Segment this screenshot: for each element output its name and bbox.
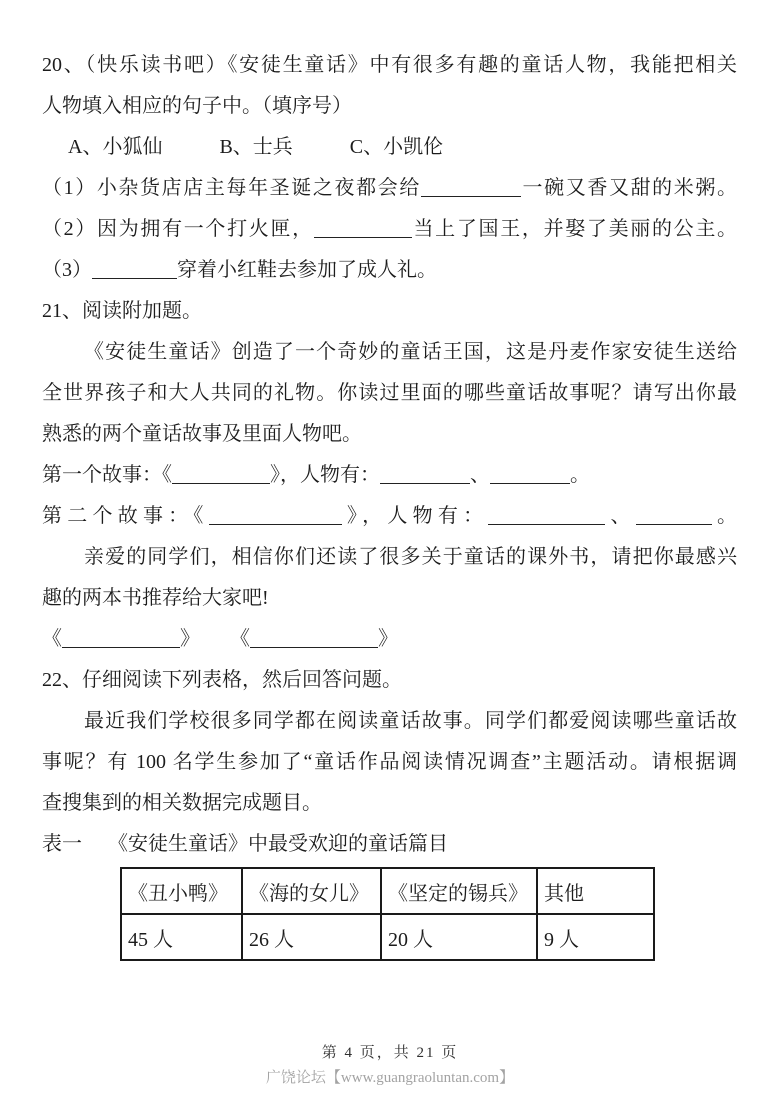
book2-close-bracket: 》 xyxy=(378,628,398,650)
q21-story1-label: 第一个故事：《 xyxy=(42,464,172,486)
book1-open-bracket: 《 xyxy=(42,628,62,650)
q20-option-c: C、小凯伦 xyxy=(349,136,444,158)
q21-recommend-books xyxy=(42,619,737,660)
q21-story1-sep: 、 xyxy=(470,464,490,486)
answer-blank xyxy=(490,465,570,484)
q21-story-2 xyxy=(42,496,737,537)
q20-item-1-post: 一碗又香又甜的米粥。 xyxy=(520,177,738,199)
table-caption-title: 《安徒生童话》中最受欢迎的童话篇目 xyxy=(108,833,448,855)
q21-story2-label: 第二个故事：《 xyxy=(42,505,209,527)
q20-stem-line-1: 20、（快乐读书吧）《安徒生童话》中有很多有趣的童话人物，我能把相关 xyxy=(42,54,737,76)
table-header-cell: 《海的女儿》 xyxy=(242,868,381,914)
q21-story1-mid: 》，人物有： xyxy=(270,464,380,486)
q21-invite-line-2: 趣的两本书推荐给大家吧! xyxy=(42,587,269,609)
table-header-cell: 《丑小鸭》 xyxy=(121,868,242,914)
q21-story1-end: 。 xyxy=(570,464,590,486)
q20-item-2-post: 当上了国王，并娶了美丽的公主。 xyxy=(411,218,738,240)
book1-close-bracket: 》 xyxy=(180,628,200,650)
answer-blank xyxy=(62,629,180,648)
worksheet-content xyxy=(42,45,737,961)
table-value-cell: 45 人 xyxy=(121,914,242,960)
q22-heading: 22、仔细阅读下列表格，然后回答问题。 xyxy=(42,669,402,691)
q20-item-2-pre: （2）因为拥有一个打火匣， xyxy=(42,218,314,240)
answer-blank xyxy=(92,260,177,279)
table-value-cell: 26 人 xyxy=(242,914,381,960)
survey-table-value-row xyxy=(121,914,654,960)
q20-item-1-pre: （1）小杂货店店主每年圣诞之夜都会给 xyxy=(42,177,421,199)
q20-stem-line-2: 人物填入相应的句子中。（填序号） xyxy=(42,95,352,117)
q20-item-3-pre: （3） xyxy=(42,259,92,281)
table-header-cell: 《坚定的锡兵》 xyxy=(381,868,537,914)
table-header-cell: 其他 xyxy=(537,868,654,914)
q20-option-b: B、士兵 xyxy=(219,136,293,158)
answer-blank xyxy=(636,506,712,525)
q20-item-1 xyxy=(42,168,737,209)
q22-intro-line-1: 最近我们学校很多同学都在阅读童话故事。同学们都爱阅读哪些童话故 xyxy=(84,710,737,732)
page-number: 第 4 页，共 21 页 xyxy=(321,1045,459,1061)
q21-heading: 21、阅读附加题。 xyxy=(42,300,202,322)
answer-blank xyxy=(380,465,470,484)
q22-table-caption xyxy=(42,824,737,865)
table-caption-label: 表一 xyxy=(42,833,82,855)
table-value-cell: 9 人 xyxy=(537,914,654,960)
answer-blank xyxy=(314,219,412,238)
q21-story2-mid: 》，人物有： xyxy=(341,505,489,527)
q21-intro-line-1: 《安徒生童话》创造了一个奇妙的童话王国，这是丹麦作家安徒生送给 xyxy=(84,341,737,363)
q21-intro-line-2: 全世界孩子和大人共同的礼物。你读过里面的哪些童话故事呢？请写出你最 xyxy=(42,382,737,404)
answer-blank xyxy=(172,465,270,484)
q20-item-3 xyxy=(42,250,737,291)
book2-open-bracket: 《 xyxy=(230,628,250,650)
q20-item-2 xyxy=(42,209,737,250)
q22-intro-line-3: 查搜集到的相关数据完成题目。 xyxy=(42,792,322,814)
answer-blank xyxy=(488,506,605,525)
q22-intro-line-2: 事呢？有 100 名学生参加了“童话作品阅读情况调查”主题活动。请根据调 xyxy=(42,751,737,773)
q20-options-row xyxy=(42,127,737,168)
answer-blank xyxy=(250,629,378,648)
q21-story-1 xyxy=(42,455,737,496)
table-value-cell: 20 人 xyxy=(381,914,537,960)
survey-table xyxy=(120,867,655,961)
q21-intro-line-3: 熟悉的两个童话故事及里面人物吧。 xyxy=(42,423,362,445)
q21-story2-sep: 、 xyxy=(605,505,636,527)
q21-story2-end: 。 xyxy=(711,505,738,527)
answer-blank xyxy=(209,506,342,525)
watermark: 广饶论坛【www.guangraoluntan.com】 xyxy=(265,1070,515,1086)
q21-invite-line-1: 亲爱的同学们，相信你们还读了很多关于童话的课外书，请把你最感兴 xyxy=(84,546,737,568)
survey-table-header-row xyxy=(121,868,654,914)
answer-blank xyxy=(421,178,521,197)
q20-item-3-post: 穿着小红鞋去参加了成人礼。 xyxy=(177,259,437,281)
q20-option-a: A、小狐仙 xyxy=(68,136,163,158)
